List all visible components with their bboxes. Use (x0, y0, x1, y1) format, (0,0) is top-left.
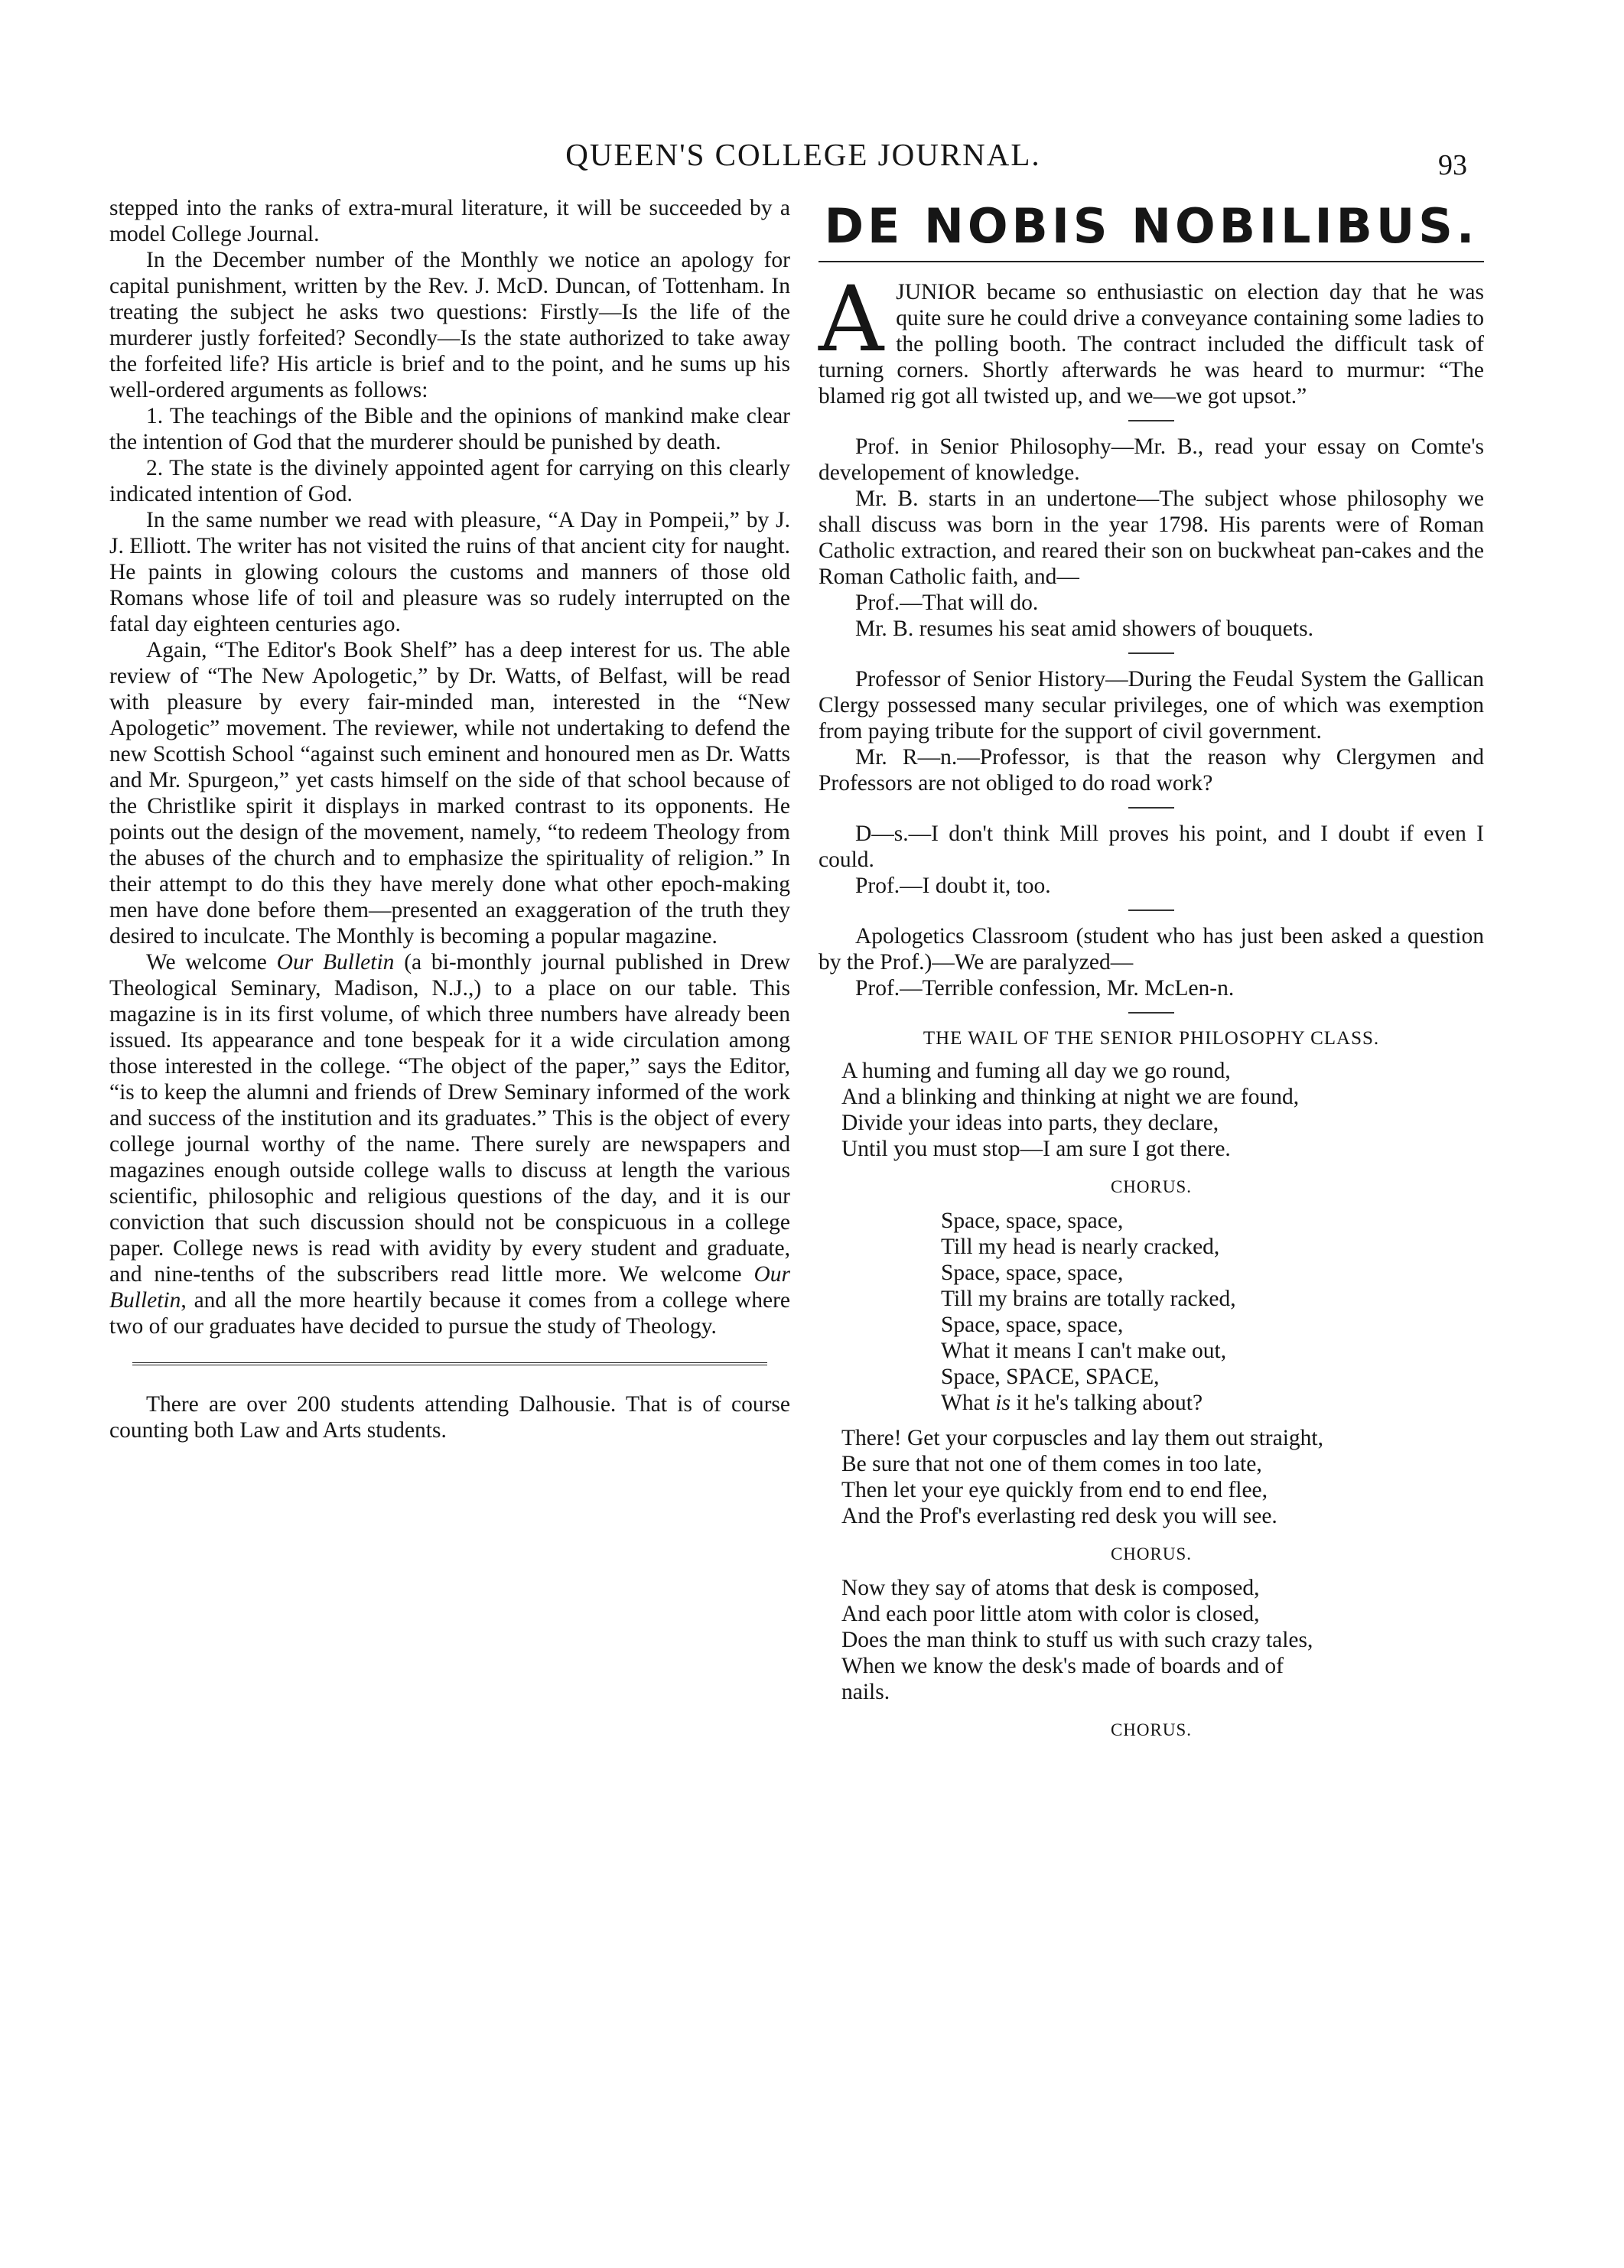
philosophy-line-2: Mr. B. starts in an undertone—The subject whose philosophy we shall discuss was born in the year 1798. His parents were of Roman Catholic extraction, and reared their son on buckwheat pan-cakes and the Roman Catholic faith, and— (819, 486, 1484, 589)
bulletin-title-1: Our Bulletin (276, 950, 395, 975)
chorus-line: Till my brains are totally racked, (941, 1287, 1236, 1311)
junior-text: JUNIOR became so enthusiastic on election day that he was quite sure he could drive a conveyance containing some ladies to the polling booth. The contract included the difficult task of turning corners. Shortly afterwards he was heard to murmur: “The blamed rig got all twisted up, and we—we got upsot.” (819, 280, 1484, 408)
poem-line: A huming and fuming all day we go round, (841, 1059, 1231, 1083)
chorus-label: CHORUS. (1110, 1720, 1193, 1739)
chorus-line-last (941, 1390, 1484, 1416)
chorus-line: Till my head is nearly cracked, (941, 1235, 1220, 1259)
poem-line: Now they say of atoms that desk is composed, (841, 1576, 1260, 1600)
chorus-line: Space, space, space, (941, 1261, 1124, 1285)
poem-line: There! Get your corpuscles and lay them out straight, (841, 1426, 1323, 1450)
chorus-line: What it means I can't make out, (941, 1339, 1227, 1363)
stanza-1 (841, 1058, 1484, 1162)
poem-line: When we know the desk's made of boards and of (841, 1654, 1284, 1678)
section-title: DE NOBIS NOBILIBUS. (824, 198, 1479, 254)
chorus-label: CHORUS. (1110, 1177, 1193, 1196)
mill-line-2: Prof.—I doubt it, too. (855, 874, 1051, 898)
stanza-2 (841, 1425, 1484, 1529)
chorus-line: Space, SPACE, SPACE, (941, 1365, 1160, 1389)
philosophy-line-4: Mr. B. resumes his seat amid showers of bouquets. (855, 617, 1313, 641)
bulletin-paragraph (109, 949, 790, 1339)
mill-line-1: D—s.—I don't think Mill proves his point, and I doubt if even I could. (819, 822, 1484, 872)
dalhousie-paragraph: There are over 200 students attending Dalhousie. That is of course counting both Law and Arts students. (109, 1392, 790, 1443)
bulletin-text-a: We welcome (146, 950, 277, 975)
page-number: 93 (1438, 149, 1467, 181)
pompeii-paragraph: In the same number we read with pleasure, “A Day in Pompeii,” by J. J. Elliott. The writer has not visited the ruins of that ancient city for naught. He paints in glowing colours the customs and manners of those old Romans whose life of toil and pleasure was so rudely interrupted on the fatal day eighteen centuries ago. (109, 508, 790, 636)
bulletin-text-c: , and all the more heartily because it comes from a college where two of our graduates have decided to pursue the study of Theology. (109, 1288, 790, 1339)
argument-item-2: 2. The state is the divinely appointed agent for carrying on this clearly indicated intention of God. (109, 456, 790, 506)
chorus-label: CHORUS. (1110, 1544, 1193, 1564)
chorus-last-em: is (995, 1391, 1011, 1415)
divider (1128, 1012, 1174, 1014)
right-column (819, 195, 1484, 1751)
apologetics-line-2: Prof.—Terrible confession, Mr. McLen-n. (855, 976, 1235, 1001)
poem-line: And each poor little atom with color is closed, (841, 1602, 1260, 1626)
history-line-1: Professor of Senior History—During the Feudal System the Gallican Clergy possessed many secular privileges, one of which was exemption from paying tribute for the support of civil government. (819, 667, 1484, 744)
poem-line: Then let your eye quickly from end to end flee, (841, 1478, 1268, 1502)
chorus (941, 1208, 1484, 1416)
bulletin-title-2: Our Bulletin (109, 1262, 790, 1313)
monthly-paragraph: In the December number of the Monthly we notice an apology for capital punishment, written by the Rev. J. McD. Duncan, of Tottenham. In treating the subject he asks two questions: Firstly—Is the life of the murderer justly forfeited? Secondly—Is the state authorized to take away the forfeited life? His article is brief and to the point, and he sums up his well-ordered arguments as follows: (109, 248, 790, 402)
chorus-line: Space, space, space, (941, 1313, 1124, 1337)
poem-line: Be sure that not one of them comes in too late, (841, 1452, 1262, 1476)
bulletin-text-b: (a bi-monthly journal published in Drew Theological Seminary, Madison, N.J.,) to a place on our table. This magazine is in its first volume, of which three numbers have already been issued. Its appearance and tone bespeak for it a wide circulation among those interested in the college. “The object of the paper,” says the Editor, “is to keep the alumni and friends of Drew Seminary informed of the work and success of the institution and its graduates.” This is the object of every college journal worthy of the name. There surely are newspapers and magazines enough outside college walls to discuss at length the various scientific, philosophic and religious questions of the day, and it is our conviction that such discussion should not be conspicuous in a college paper. College news is read with avidity by every student and graduate, and nine-tenths of the subscribers read little more. We welcome (109, 950, 790, 1287)
poem-line: Does the man think to stuff us with such crazy tales, (841, 1628, 1313, 1652)
poem-line-end: nails. (841, 1680, 890, 1704)
continued-paragraph: stepped into the ranks of extra-mural literature, it will be succeeded by a model College Journal. (109, 196, 790, 246)
apologetics-line-1: Apologetics Classroom (student who has just been asked a question by the Prof.)—We are paralyzed— (819, 924, 1484, 975)
poem-title: THE WAIL OF THE SENIOR PHILOSOPHY CLASS. (923, 1028, 1380, 1049)
running-head: QUEEN'S COLLEGE JOURNAL. (565, 137, 1041, 172)
chorus-last-b: it he's talking about? (1010, 1391, 1203, 1415)
divider (1128, 420, 1174, 421)
divider (1128, 909, 1174, 911)
poem-line: Until you must stop—I am sure I got there. (841, 1137, 1231, 1161)
poem-line: And a blinking and thinking at night we are found, (841, 1085, 1300, 1109)
poem-line: Divide your ideas into parts, they declare, (841, 1111, 1219, 1135)
divider (1128, 807, 1174, 809)
title-rule (819, 261, 1484, 262)
poem-line: And the Prof's everlasting red desk you will see. (841, 1504, 1277, 1528)
philosophy-line-3: Prof.—That will do. (855, 591, 1039, 615)
divider (1128, 652, 1174, 654)
junior-paragraph (819, 266, 1484, 409)
drop-cap: A (819, 266, 884, 372)
stanza-3 (841, 1575, 1484, 1705)
chorus-last-a: What (941, 1391, 996, 1415)
spacer (819, 1416, 1484, 1425)
argument-item-1: 1. The teachings of the Bible and the opinions of mankind make clear the intention of God that the murderer should be punished by death. (109, 404, 790, 454)
book-shelf-paragraph: Again, “The Editor's Book Shelf” has a deep interest for us. The able review of “The New Apologetic,” by Dr. Watts, of Belfast, will be read with pleasure by every fair-minded man, interested in the “New Apologetic” movement. The reviewer, while not undertaking to defend the new Scottish School “against such eminent and honoured men as Dr. Watts and Mr. Spurgeon,” yet casts himself on the side of that school because of the Christlike spirit it displays in marked contrast to its opponents. He points out the design of the movement, namely, “to redeem Theology from the abuses of the church and to emphasize the spirituality of religion.” In their attempt to do this they have merely done what other epoch-making men have done before them—presented an exaggeration of the truth they desired to inculcate. The Monthly is becoming a popular magazine. (109, 638, 790, 949)
philosophy-line-1: Prof. in Senior Philosophy—Mr. B., read your essay on Comte's developement of knowledge. (819, 434, 1484, 485)
left-column (109, 195, 790, 1443)
section-divider (132, 1362, 767, 1365)
chorus-line: Space, space, space, (941, 1209, 1124, 1233)
history-line-2: Mr. R—n.—Professor, is that the reason why Clergymen and Professors are not obliged to do road work? (819, 745, 1484, 796)
